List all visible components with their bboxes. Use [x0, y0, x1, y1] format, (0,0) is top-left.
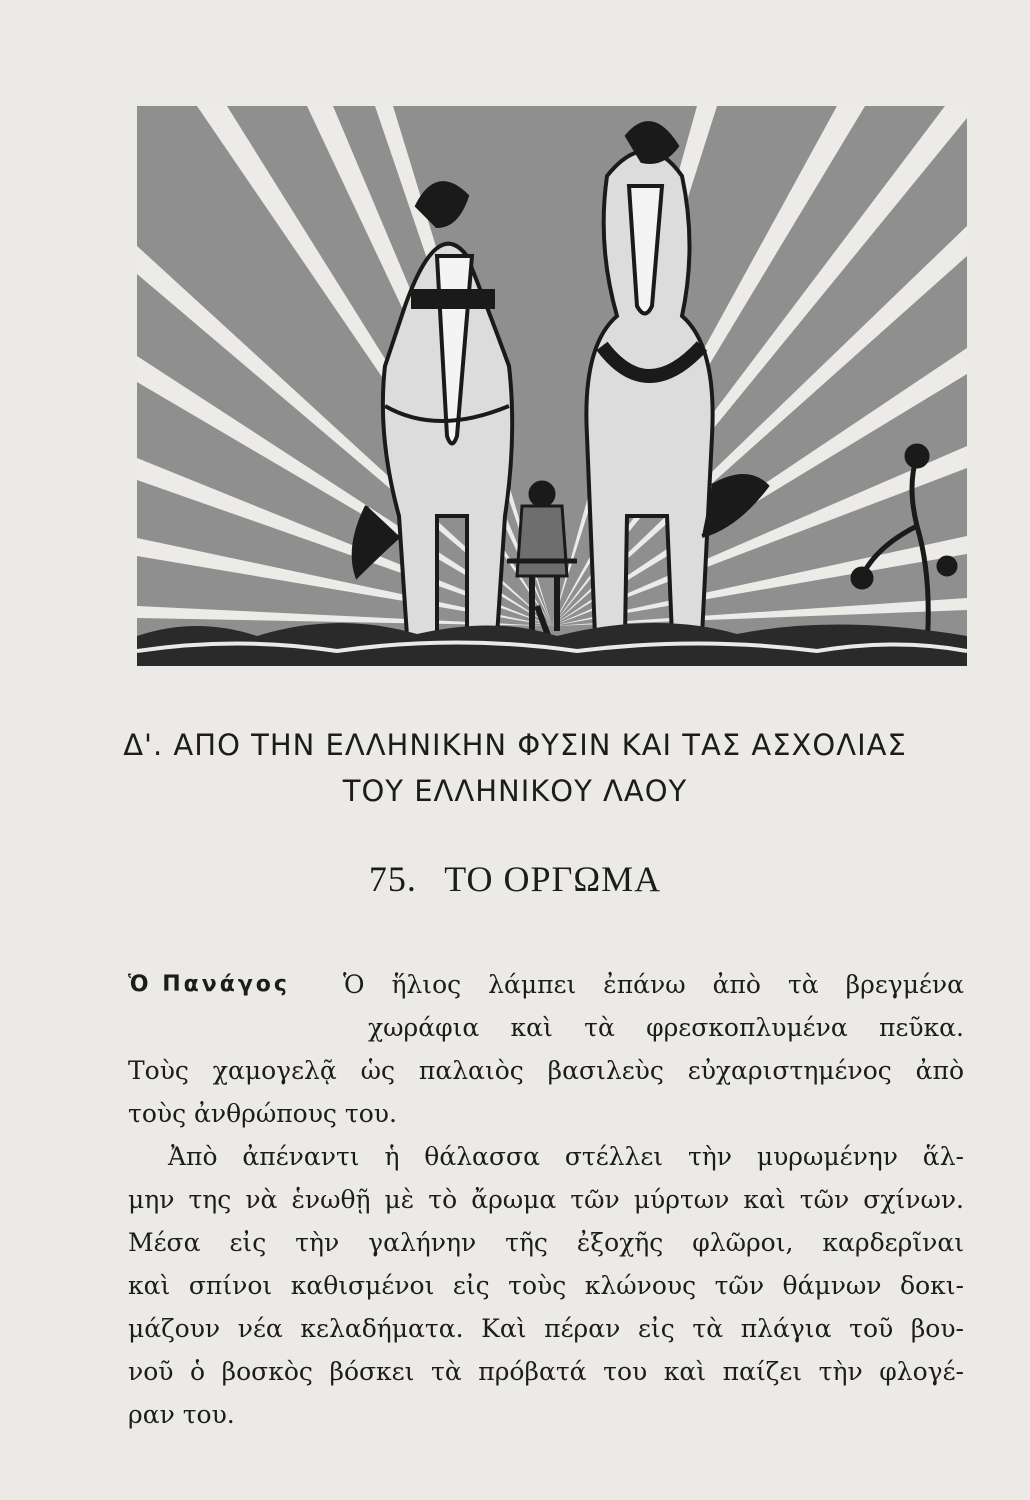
text-line-9: μάζουν νέα κελαδήματα. Καὶ πέραν εἰς τὰ πλάγια τοῦ βου-: [128, 1314, 964, 1343]
text-line-3: Τοὺς χαμογελᾷ ὡς παλαιὸς βασιλεὺς εὐχαριστημένος ἀπὸ: [128, 1056, 964, 1085]
section-heading-line-1: Δ'. ΑΠΟ ΤΗΝ ΕΛΛΗΝΙΚΗΝ ΦΥΣΙΝ ΚΑΙ ΤΑΣ ΑΣΧΟΛΙΑΣ: [123, 728, 907, 762]
text-line-2: χωράφια καὶ τὰ φρεσκοπλυμένα πεῦκα.: [368, 1013, 964, 1042]
text-line-5: Ἀπὸ ἀπέναντι ἡ θάλασσα στέλλει τὴν μυρωμένην ἅλ-: [168, 1142, 964, 1171]
plowing-illustration: [137, 106, 967, 666]
text-line-8: καὶ σπίνοι καθισμένοι εἰς τοὺς κλώνους τῶν θάμνων δοκι-: [128, 1271, 964, 1300]
author-name: Ὁ Πανάγος: [128, 972, 290, 997]
text-line-1: [128, 963, 964, 1006]
lesson-number: 75.: [368, 859, 417, 899]
plowing-scene-svg: [137, 106, 967, 666]
text-line-4: τοὺς ἀνθρώπους του.: [128, 1099, 397, 1128]
section-heading-line-2: ΤΟΥ ΕΛΛΗΝΙΚΟΥ ΛΑΟΥ: [342, 774, 688, 808]
lesson-title: [0, 858, 1030, 900]
text-line-1-content: Ὁ ἥλιος λάμπει ἐπάνω ἀπὸ τὰ βρεγμένα: [343, 970, 964, 999]
text-line-11: ραν του.: [128, 1400, 235, 1429]
body-text: [128, 963, 964, 1436]
text-line-10: νοῦ ὁ βοσκὸς βόσκει τὰ πρόβατά του καὶ παίζει τὴν φλογέ-: [128, 1357, 964, 1386]
text-line-7: Μέσα εἰς τὴν γαλήνην τῆς ἐξοχῆς φλῶροι, καρδερῖναι: [128, 1228, 964, 1257]
lesson-title-text: ΤΟ ΟΡΓΩΜΑ: [444, 859, 662, 899]
section-heading: [0, 722, 1030, 814]
text-line-6: μην της νὰ ἑνωθῇ μὲ τὸ ἄρωμα τῶν μύρτων καὶ τῶν σχίνων.: [128, 1185, 964, 1214]
